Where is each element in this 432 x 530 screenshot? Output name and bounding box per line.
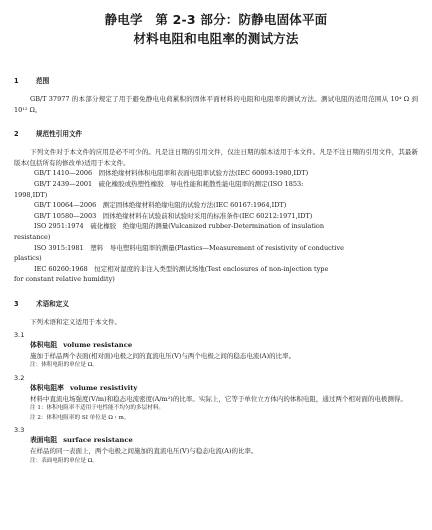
reference-item: IEC 60260:1968 恒定相对湿度的非注入类型的测试场地(Test enclosures of non-injection type bbox=[34, 264, 329, 273]
section-number: 1 bbox=[14, 77, 19, 85]
term-definition: 施加于样品两个表面(相对面)电极之间的直流电压(V)与两个电极之间的稳态电流(A)的比率。 bbox=[30, 351, 296, 360]
reference-item: ISO 2951:1974 硫化橡胶 绝缘电阻的测量(Vulcanized rubber-Determination of insulation bbox=[34, 222, 325, 231]
normative-references-list bbox=[14, 168, 418, 285]
term-note: 注 2：体积电阻率的 SI 单位是 Ω・m。 bbox=[30, 414, 130, 421]
reference-item-continuation: resistance) bbox=[14, 232, 51, 241]
term-note: 注：体积电阻的单位是 Ω。 bbox=[30, 362, 98, 369]
term-heading bbox=[14, 383, 418, 394]
reference-item: GB/T 10580—2003 固体绝缘材料在试验前和试验时采用的标准条件(IEC 60212:1971,IDT) bbox=[34, 211, 313, 220]
section-1-heading bbox=[14, 76, 418, 86]
section-1-paragraph: GB/T 37977 的本部分规定了用于避免静电电荷累积的固体平面材料的电阻和电阻率的测试方法。测试电阻的适用范围从 10⁴ Ω 到 10¹² Ω。 bbox=[14, 95, 418, 114]
term-en: volume resistance bbox=[63, 340, 133, 349]
title-line-1: 静电学 第 2-3 部分：防静电固体平面 bbox=[104, 12, 328, 27]
section-title: 术语和定义 bbox=[36, 299, 69, 308]
term-zh: 表面电阻 bbox=[30, 436, 58, 445]
term-heading bbox=[14, 435, 418, 446]
section-number: 2 bbox=[14, 130, 19, 139]
term-en: surface resistance bbox=[63, 436, 133, 445]
term-note: 注：表面电阻的单位是 Ω。 bbox=[30, 457, 98, 464]
reference-item: GB/T 10064—2006 测定固体绝缘材料绝缘电阻的试验方法(IEC 60167:1964,IDT) bbox=[34, 201, 287, 210]
section-title: 规范性引用文件 bbox=[36, 130, 83, 139]
reference-item-continuation: 1998,IDT) bbox=[14, 190, 48, 199]
term-zh: 体积电阻率 bbox=[30, 383, 64, 392]
section-title: 范围 bbox=[36, 77, 50, 85]
term-number: 3.1 bbox=[14, 330, 25, 339]
section-3-intro: 下列术语和定义适用于本文件。 bbox=[30, 317, 121, 326]
title-line-2: 材料电阻和电阻率的测试方法 bbox=[133, 31, 299, 46]
reference-item: GB/T 2439—2001 硫化橡胶或热塑性橡胶 导电性能和耗散性能电阻率的测定(ISO 1853: bbox=[34, 179, 304, 188]
term-definition: 在样品的同一表面上，两个电极之间施加的直流电压(V)与稳态电流(A)的比率。 bbox=[30, 447, 258, 456]
section-2-intro: 下列文件对于本文件的应用是必不可少的。凡是注日期的引用文件，仅注日期的版本适用于本文件。凡是不注日期的引用文件，其最新版本(包括所有的修改单)适用于本文件。 bbox=[14, 148, 418, 167]
term-en: volume resistivity bbox=[69, 383, 138, 392]
reference-item-continuation: plastics) bbox=[14, 254, 42, 263]
reference-item-continuation: for constant relative humidity) bbox=[14, 275, 115, 284]
section-number: 3 bbox=[14, 299, 19, 308]
term-note: 注 1：体积电阻率不适用于电性能不均匀的多层材料。 bbox=[30, 405, 164, 412]
term-number: 3.2 bbox=[14, 373, 25, 382]
section-3-heading bbox=[14, 299, 418, 309]
term-definition: 材料中直流电场强度(V/m)和稳态电流密度(A/m²)的比率。实际上，它等于单位立方体内的体积电阻，通过两个相对面的电极测得。 bbox=[30, 394, 407, 403]
term-number: 3.3 bbox=[14, 426, 25, 435]
reference-item: ISO 3915:1981 塑料 导电塑料电阻率的测量(Plastics—Measurement of resistivity of conductive bbox=[34, 243, 344, 252]
reference-item: GB/T 1410—2006 固体绝缘材料体积电阻率和表面电阻率试验方法(IEC 60093:1980,IDT) bbox=[34, 169, 309, 178]
section-2-heading bbox=[14, 129, 418, 139]
term-heading bbox=[14, 340, 418, 351]
term-zh: 体积电阻 bbox=[30, 340, 58, 349]
document-title bbox=[14, 10, 418, 48]
